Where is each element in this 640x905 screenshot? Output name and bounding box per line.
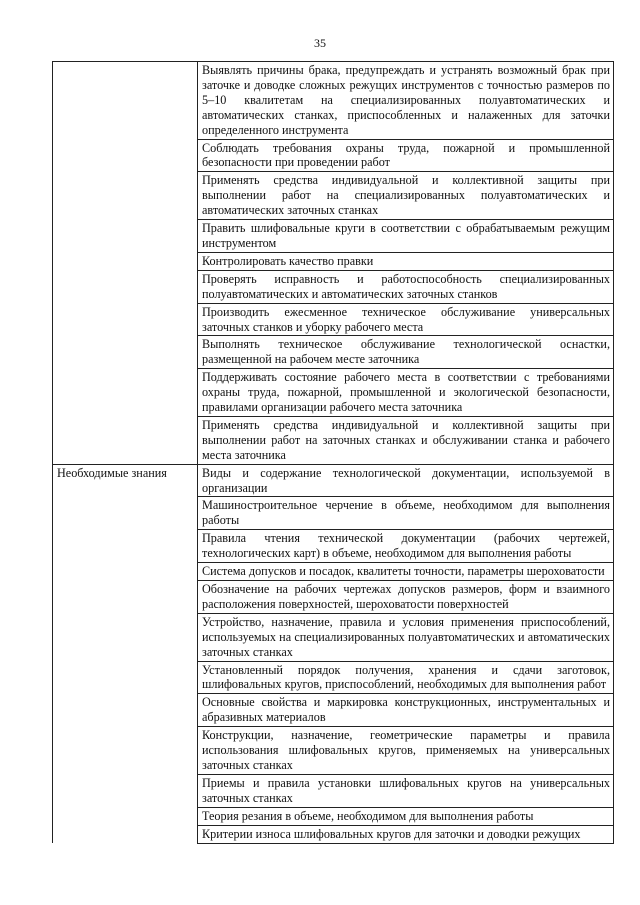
page-number: 35 bbox=[314, 36, 326, 50]
table-row bbox=[53, 464, 614, 497]
table-cell-item: Править шлифовальные круги в соответствии с обрабатываемым режущим инструментом bbox=[198, 220, 614, 253]
table-cell-item: Производить ежесменное техническое обслуживание универсальных заточных станков и уборку рабочего места bbox=[198, 303, 614, 336]
table-cell-item: Система допусков и посадок, квалитеты точности, параметры шероховатости bbox=[198, 563, 614, 581]
table-cell-item: Применять средства индивидуальной и коллективной защиты при выполнении работ на специализированных полуавтоматических и автоматических заточных станках bbox=[198, 172, 614, 220]
table-cell-item: Правила чтения технической документации (рабочих чертежей, технологических карт) в объеме, необходимом для выполнения работы bbox=[198, 530, 614, 563]
table-row bbox=[53, 62, 614, 140]
table-cell-item: Конструкции, назначение, геометрические параметры и правила использования шлифовальных кругов, применяемых на универсальных заточных станках bbox=[198, 727, 614, 775]
table-cell-item: Устройство, назначение, правила и условия применения приспособлений, используемых на специализированных полуавтоматических и автоматических заточных станках bbox=[198, 613, 614, 661]
table-cell-item: Проверять исправность и работоспособность специализированных полуавтоматических и автоматических заточных станков bbox=[198, 270, 614, 303]
section-label bbox=[53, 62, 198, 465]
table-cell-item: Контролировать качество правки bbox=[198, 252, 614, 270]
table-cell-item: Виды и содержание технологической документации, используемой в организации bbox=[198, 464, 614, 497]
requirements-table bbox=[52, 61, 614, 844]
table-cell-item: Теория резания в объеме, необходимом для выполнения работы bbox=[198, 807, 614, 825]
table-cell-item: Применять средства индивидуальной и коллективной защиты при выполнении работ на заточных станках и обслуживании станка и рабочего места заточника bbox=[198, 416, 614, 464]
table-cell-item: Выполнять техническое обслуживание технологической оснастки, размещенной на рабочем месте заточника bbox=[198, 336, 614, 369]
table-cell-item: Машиностроительное черчение в объеме, необходимом для выполнения работы bbox=[198, 497, 614, 530]
table-cell-item: Выявлять причины брака, предупреждать и устранять возможный брак при заточке и доводке сложных режущих инструментов с точностью размеров по 5–10 квалитетам на специализированных полуавтоматических и автоматических станках, приспособленных и налаженных для заточки определенного инструмента bbox=[198, 62, 614, 140]
table-cell-item: Поддерживать состояние рабочего места в соответствии с требованиями охраны труда, пожарной, промышленной и экологической безопасности, правилами организации рабочего места заточника bbox=[198, 369, 614, 417]
table-body bbox=[53, 62, 614, 844]
table-cell-item: Соблюдать требования охраны труда, пожарной и промышленной безопасности при проведении работ bbox=[198, 139, 614, 172]
section-label: Необходимые знания bbox=[53, 464, 198, 843]
table-cell-item: Критерии износа шлифовальных кругов для заточки и доводки режущих bbox=[198, 825, 614, 843]
table-cell-item: Установленный порядок получения, хранения и сдачи заготовок, шлифовальных кругов, приспособлений, необходимых для выполнения работ bbox=[198, 661, 614, 694]
table-cell-item: Основные свойства и маркировка конструкционных, инструментальных и абразивных материалов bbox=[198, 694, 614, 727]
table-cell-item: Приемы и правила установки шлифовальных кругов на универсальных заточных станках bbox=[198, 774, 614, 807]
table-cell-item: Обозначение на рабочих чертежах допусков размеров, форм и взаимного расположения поверхностей, шероховатости поверхностей bbox=[198, 581, 614, 614]
